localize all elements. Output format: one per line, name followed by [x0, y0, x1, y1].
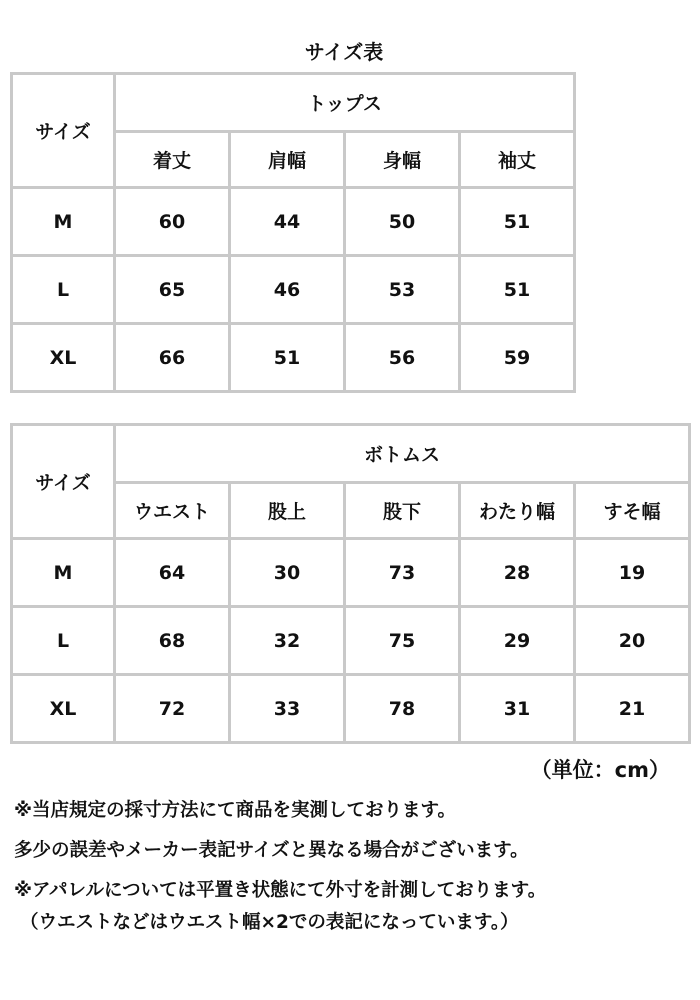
table-row [12, 607, 690, 675]
table-cell: 60 [115, 188, 230, 256]
table-cell: 64 [115, 539, 230, 607]
bottoms-group-header: ボトムス [115, 425, 690, 483]
tops-group-header: トップス [115, 74, 575, 132]
table-cell: 73 [345, 539, 460, 607]
table-cell: 44 [230, 188, 345, 256]
table-cell: 78 [345, 675, 460, 743]
note-line: 多少の誤差やメーカー表記サイズと異なる場合がございます。 [14, 840, 529, 861]
size-header-cell: サイズ [12, 425, 115, 539]
column-header-chest: 身幅 [345, 132, 460, 188]
table-cell: 33 [230, 675, 345, 743]
size-label: M [12, 539, 115, 607]
table-cell: 72 [115, 675, 230, 743]
size-label: L [12, 256, 115, 324]
table-cell: 68 [115, 607, 230, 675]
column-header-waist: ウエスト [115, 483, 230, 539]
table-cell: 28 [460, 539, 575, 607]
table-cell: 59 [460, 324, 575, 392]
size-label: L [12, 607, 115, 675]
note-line: （ウエストなどはウエスト幅×2での表記になっています。） [20, 912, 519, 933]
size-label: XL [12, 675, 115, 743]
note-line: ※アパレルについては平置き状態にて外寸を計測しております。 [14, 880, 547, 901]
table-row [12, 539, 690, 607]
size-label: M [12, 188, 115, 256]
table-row [12, 324, 575, 392]
note-line: ※当店規定の採寸方法にて商品を実測しております。 [14, 800, 457, 821]
table-cell: 32 [230, 607, 345, 675]
column-header-hem: すそ幅 [575, 483, 690, 539]
table-cell: 21 [575, 675, 690, 743]
table-cell: 29 [460, 607, 575, 675]
table-cell: 19 [575, 539, 690, 607]
column-header-length: 着丈 [115, 132, 230, 188]
table-cell: 30 [230, 539, 345, 607]
table-cell: 75 [345, 607, 460, 675]
table-cell: 53 [345, 256, 460, 324]
column-header-rise: 股上 [230, 483, 345, 539]
bottoms-size-table [10, 423, 691, 744]
size-label: XL [12, 324, 115, 392]
table-cell: 51 [460, 256, 575, 324]
column-header-shoulder: 肩幅 [230, 132, 345, 188]
unit-note: （単位：cm） [530, 758, 670, 782]
table-cell: 66 [115, 324, 230, 392]
table-cell: 50 [345, 188, 460, 256]
table-row [12, 188, 575, 256]
table-cell: 46 [230, 256, 345, 324]
table-cell: 65 [115, 256, 230, 324]
table-row [12, 675, 690, 743]
table-cell: 56 [345, 324, 460, 392]
tops-size-table [10, 72, 576, 393]
size-header-cell: サイズ [12, 74, 115, 188]
column-header-inseam: 股下 [345, 483, 460, 539]
column-header-sleeve: 袖丈 [460, 132, 575, 188]
table-cell: 20 [575, 607, 690, 675]
table-cell: 31 [460, 675, 575, 743]
table-cell: 51 [460, 188, 575, 256]
column-header-thigh: わたり幅 [460, 483, 575, 539]
table-row [12, 256, 575, 324]
table-cell: 51 [230, 324, 345, 392]
page-title: サイズ表 [304, 40, 384, 64]
